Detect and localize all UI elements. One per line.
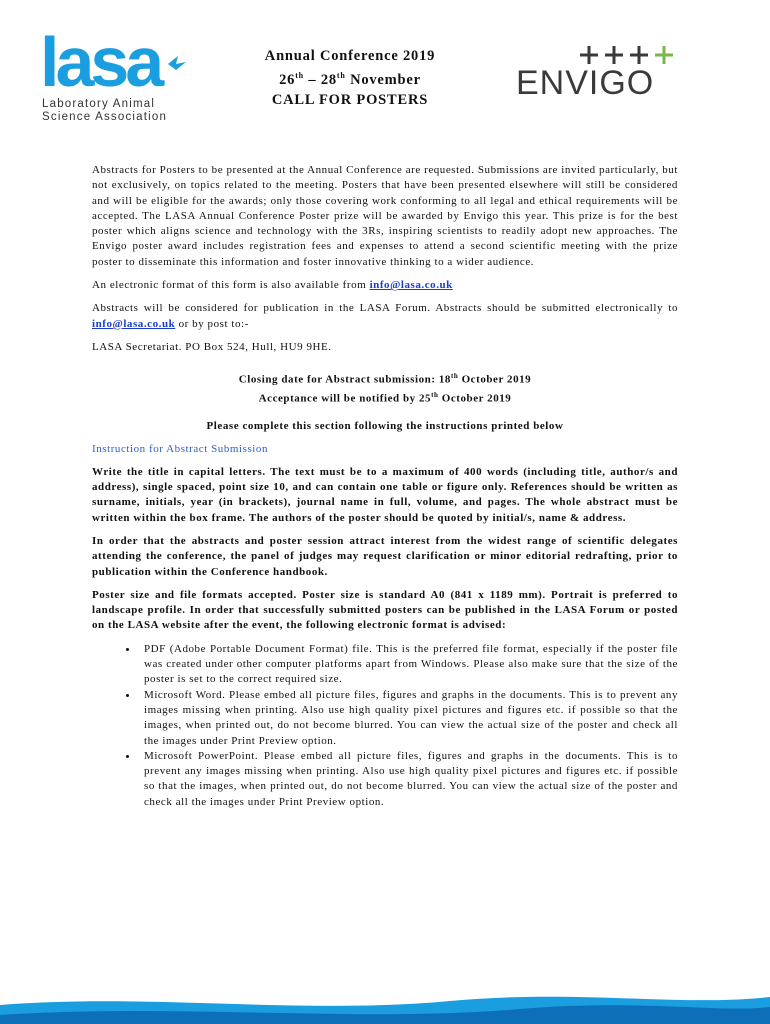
poster-size-paragraph: Poster size and file formats accepted. Poster size is standard A0 (841 x 1189 mm). Portrait is preferred to landscape profile. In order that successfully submitted posters can be published in the LASA Forum or posted on the LASA website after the event, the following electronic format is advised: bbox=[92, 588, 678, 632]
lasa-logo-word: lasa bbox=[40, 28, 161, 98]
crosses-icon bbox=[580, 44, 680, 66]
abstracts-paragraph: Abstracts will be considered for publication in the LASA Forum. Abstracts should be submitted electronically to info@lasa.co.uk or by post to:- bbox=[92, 302, 678, 330]
lasa-logo-mark bbox=[40, 28, 190, 98]
instruction-heading: Instruction for Abstract Submission bbox=[92, 443, 268, 456]
lasa-subtitle-line: Science Association bbox=[42, 111, 168, 123]
title-line: Annual Conference 2019 bbox=[264, 48, 436, 64]
lasa-logo-subtitle bbox=[42, 98, 192, 124]
acceptance-date: Acceptance will be notified by 25th October 2019 bbox=[258, 391, 512, 405]
list-item: • PDF (Adobe Portable Document Format) file. This is the preferred file format, especially if the poster file was created under other computer platforms apart from Windows. Please also make sure that the size of the poster is set to the correct required size. bbox=[138, 642, 678, 688]
lasa-logo bbox=[40, 28, 190, 128]
intro-paragraph: Abstracts for Posters to be presented at the Annual Conference are requested. Submissions are invited particularly, but not exclusively, on topics related to the meeting. Posters that have been presented elsewhere will still be considered and will be eligible for the awards; only those covering work conforming to all legal and ethical requirements will be accepted. The LASA Annual Conference Poster prize will be awarded by Envigo this year. This prize is for the best poster which aligns science and technology with the 3Rs, inspiring scientists to readily adopt new approaches. The Envigo poster award includes registration fees and expenses to attend a second scientific meeting with the prize poster to disseminate this information and foster innovative thinking to a wider audience. bbox=[92, 164, 678, 268]
footer-wave-decoration bbox=[0, 985, 770, 1024]
title-line: CALL FOR POSTERS bbox=[271, 91, 429, 108]
electronic-format-paragraph: An electronic format of this form is also available from info@lasa.co.uk bbox=[92, 279, 453, 292]
order-paragraph: In order that the abstracts and poster session attract interest from the widest range of scientific delegates attending the conference, the panel of judges may request clarification or minor editorial redrafting, prior to publication within the Conference handbook. bbox=[92, 534, 678, 578]
envigo-wordmark: ENVIGO bbox=[516, 64, 655, 102]
closing-date: Closing date for Abstract submission: 18th October 2019 bbox=[238, 372, 532, 386]
document-title bbox=[220, 46, 480, 110]
email-link[interactable]: info@lasa.co.uk bbox=[369, 279, 453, 292]
postal-address: LASA Secretariat. PO Box 524, Hull, HU9 9HE. bbox=[92, 340, 332, 353]
list-item: • Microsoft Word. Please embed all picture files, figures and graphs in the documents. This is to prevent any images missing when printing. Also use high quality pixel pictures and figures etc. if possible so that the images, when printed out, do not become blurred. You can view the actual size of the poster and check all the images under Print Preview option. bbox=[138, 688, 678, 749]
document-body bbox=[92, 163, 678, 810]
envigo-logo bbox=[510, 44, 680, 104]
list-item: • Microsoft PowerPoint. Please embed all picture files, figures and graphs in the documents. This is to prevent any images missing when printing. Also use high quality pixel pictures and figures etc. if possible so that the images, when printed out, do not become blurred. You can view the actual size of the poster and check all the images under Print Preview option. bbox=[138, 749, 678, 810]
bird-icon bbox=[168, 56, 186, 70]
email-link[interactable]: info@lasa.co.uk bbox=[92, 317, 176, 330]
lasa-subtitle-line: Laboratory Animal bbox=[42, 98, 156, 110]
format-list bbox=[92, 642, 678, 810]
title-dates: 26th – 28th November bbox=[279, 71, 421, 88]
complete-note: Please complete this section following the instructions printed below bbox=[206, 420, 564, 433]
instruction-paragraph: Write the title in capital letters. The text must be to a maximum of 400 words (including title, author/s and address), single spaced, point size 10, and can contain one table or figure only. References should be written as surname, initials, year (in brackets), journal name in full, volume, and pages. The whole abstract must be written within the box frame. The authors of the poster should be quoted by initial/s, name & address. bbox=[92, 465, 678, 524]
